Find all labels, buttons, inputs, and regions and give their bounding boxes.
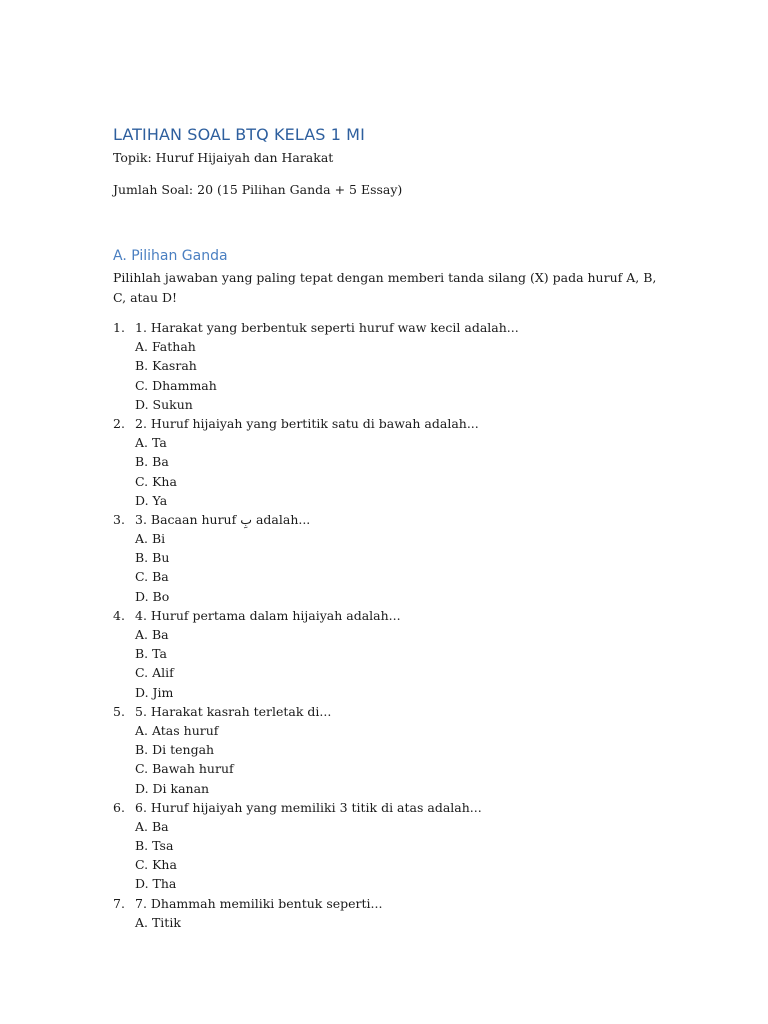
answer-option: D. Bo <box>135 588 170 604</box>
answer-option: B. Ta <box>135 646 167 662</box>
answer-option: B. Bu <box>135 550 170 566</box>
answer-option: D. Di kanan <box>135 780 210 796</box>
question-number: 4. <box>113 607 125 623</box>
question-text: 7. Dhammah memiliki bentuk seperti... <box>135 895 383 911</box>
answer-option: B. Ba <box>135 454 169 470</box>
answer-option: C. Alif <box>135 665 174 681</box>
question-row <box>113 318 673 337</box>
answer-option: A. Ta <box>135 435 167 451</box>
answer-option: A. Atas huruf <box>135 722 219 738</box>
question-row <box>113 894 673 913</box>
answer-option: B. Tsa <box>135 838 174 854</box>
topic-line: Topik: Huruf Hijaiyah dan Harakat <box>113 150 334 165</box>
question-text: 2. Huruf hijaiyah yang bertitik satu di bawah adalah... <box>135 415 479 431</box>
answer-option: C. Ba <box>135 569 169 585</box>
question-item <box>113 510 673 606</box>
question-row <box>113 606 673 625</box>
question-number: 2. <box>113 415 125 431</box>
question-row <box>113 414 673 433</box>
question-text: 6. Huruf hijaiyah yang memiliki 3 titik di atas adalah... <box>135 799 482 815</box>
answer-option: B. Di tengah <box>135 742 215 758</box>
question-item <box>113 414 673 510</box>
question-number: 3. <box>113 511 125 527</box>
question-item <box>113 606 673 702</box>
question-text: 5. Harakat kasrah terletak di... <box>135 703 332 719</box>
answer-option: D. Tha <box>135 876 177 892</box>
answer-option: C. Kha <box>135 857 177 873</box>
question-row <box>113 702 673 721</box>
answer-option: D. Ya <box>135 492 168 508</box>
question-number: 5. <box>113 703 125 719</box>
question-item <box>113 894 673 932</box>
answer-option: A. Ba <box>135 818 169 834</box>
answer-option: D. Sukun <box>135 396 193 412</box>
question-item <box>113 798 673 894</box>
multiple-choice-list <box>113 318 673 932</box>
question-number: 7. <box>113 895 125 911</box>
answer-option: B. Kasrah <box>135 358 197 374</box>
question-row <box>113 510 673 529</box>
question-number: 6. <box>113 799 125 815</box>
answer-option: A. Bi <box>135 531 166 547</box>
question-count-line: Jumlah Soal: 20 (15 Pilihan Ganda + 5 Essay) <box>113 182 403 197</box>
answer-option: A. Titik <box>135 914 181 930</box>
question-text: 1. Harakat yang berbentuk seperti huruf waw kecil adalah... <box>135 320 519 335</box>
answer-option: C. Bawah huruf <box>135 761 234 777</box>
question-text: 4. Huruf pertama dalam hijaiyah adalah... <box>135 607 401 623</box>
answer-option: A. Ba <box>135 627 169 642</box>
question-item <box>113 318 673 414</box>
answer-option: C. Kha <box>135 473 177 489</box>
question-row <box>113 798 673 817</box>
section-a-instructions: Pilihlah jawaban yang paling tepat dengan memberi tanda silang (X) pada huruf A, B, C, atau D! <box>113 270 657 305</box>
answer-option: A. Fathah <box>135 339 196 355</box>
question-item <box>113 702 673 798</box>
answer-option: D. Jim <box>135 684 174 700</box>
section-a-heading: A. Pilihan Ganda <box>113 248 228 264</box>
question-text: 3. Bacaan huruf بِ adalah... <box>135 511 311 527</box>
answer-option: C. Dhammah <box>135 377 217 393</box>
question-number: 1. <box>113 320 125 335</box>
document-title: LATIHAN SOAL BTQ KELAS 1 MI <box>113 125 365 144</box>
